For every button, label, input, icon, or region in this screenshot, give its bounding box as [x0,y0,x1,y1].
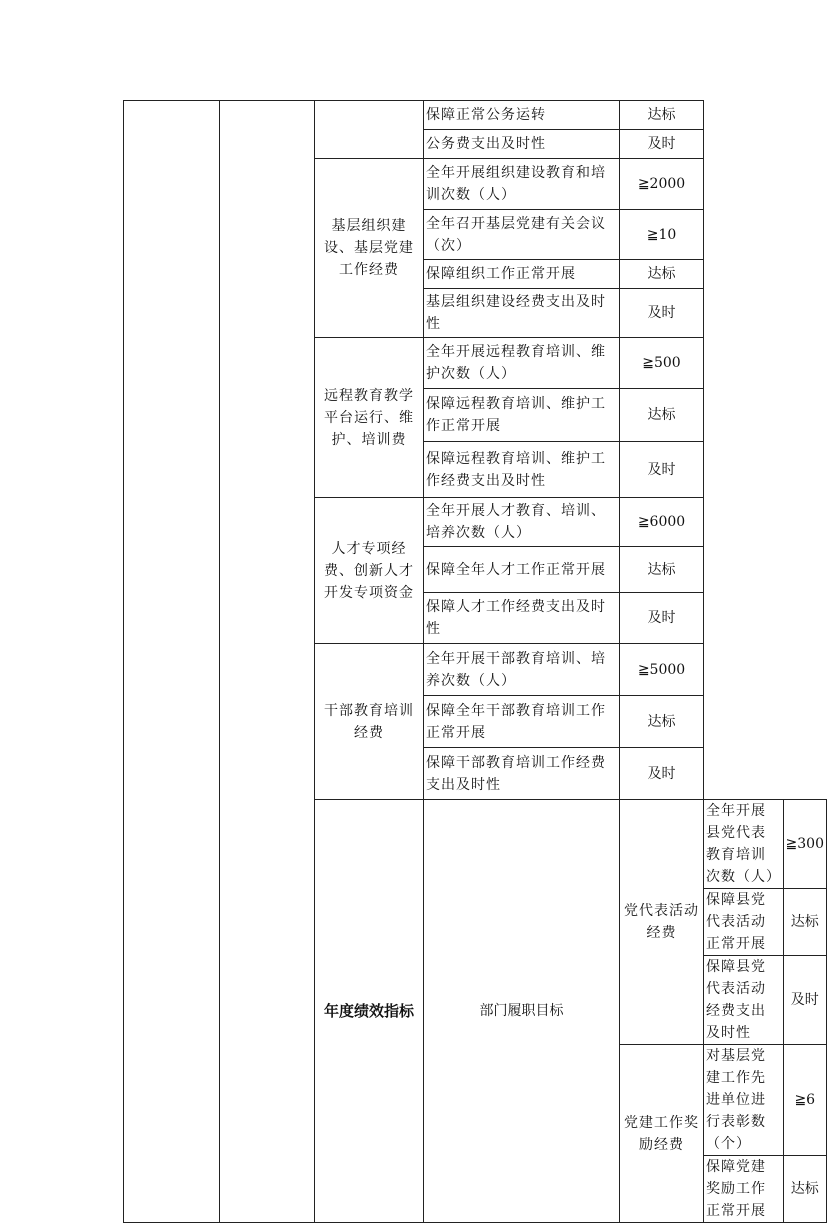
level1-indicator-cell: 年度绩效指标 [315,800,424,1223]
value-cell: 及时 [620,289,704,338]
level2-indicator-cell: 部门履职目标 [424,800,620,1223]
group-name-cell: 远程教育教学平台运行、维护、培训费 [315,338,424,498]
value-cell: ≧6 [783,1045,826,1156]
indicator-cell: 公务费支出及时性 [424,130,620,159]
value-cell: 达标 [783,1156,826,1223]
indicator-cell: 保障县党代表活动正常开展 [704,889,784,956]
value-cell: ≧2000 [620,159,704,210]
indicator-cell: 全年开展远程教育培训、维护次数（人） [424,338,620,389]
indicator-cell: 基层组织建设经费支出及时性 [424,289,620,338]
value-cell: 达标 [783,889,826,956]
group-name-cell: 人才专项经费、创新人才开发专项资金 [315,498,424,644]
group-name-cell: 党代表活动经费 [620,800,704,1045]
value-cell: ≧5000 [620,644,704,696]
value-cell: 达标 [620,101,704,130]
value-cell: 及时 [620,748,704,800]
indicator-cell: 保障全年人才工作正常开展 [424,547,620,593]
value-cell: ≧300 [783,800,826,889]
performance-indicator-table [123,100,827,1223]
value-cell: ≧500 [620,338,704,389]
indicator-cell: 全年开展县党代表教育培训次数（人） [704,800,784,889]
indicator-cell: 保障人才工作经费支出及时性 [424,593,620,644]
level2-cell-continued [220,101,315,1223]
value-cell: 达标 [620,260,704,289]
value-cell: 达标 [620,547,704,593]
indicator-cell: 全年开展干部教育培训、培养次数（人） [424,644,620,696]
indicator-cell: 保障全年干部教育培训工作正常开展 [424,696,620,748]
indicator-cell: 保障县党代表活动经费支出及时性 [704,956,784,1045]
value-cell: 及时 [620,130,704,159]
indicator-cell: 保障组织工作正常开展 [424,260,620,289]
group-name-cell: 基层组织建设、基层党建工作经费 [315,159,424,338]
value-cell: ≧10 [620,210,704,260]
indicator-cell: 保障远程教育培训、维护工作经费支出及时性 [424,442,620,498]
indicator-cell: 保障远程教育培训、维护工作正常开展 [424,389,620,442]
level1-cell-continued [124,101,220,1223]
value-cell: ≧6000 [620,498,704,547]
indicator-cell: 全年开展组织建设教育和培训次数（人） [424,159,620,210]
group-name-cell [315,101,424,159]
value-cell: 及时 [620,593,704,644]
indicator-cell: 全年开展人才教育、培训、培养次数（人） [424,498,620,547]
value-cell: 达标 [620,389,704,442]
indicator-cell: 对基层党建工作先进单位进行表彰数（个） [704,1045,784,1156]
value-cell: 达标 [620,696,704,748]
indicator-cell: 保障党建奖励工作正常开展 [704,1156,784,1223]
value-cell: 及时 [783,956,826,1045]
indicator-cell: 保障干部教育培训工作经费支出及时性 [424,748,620,800]
group-name-cell: 干部教育培训经费 [315,644,424,800]
indicator-cell: 保障正常公务运转 [424,101,620,130]
group-name-cell: 党建工作奖励经费 [620,1045,704,1223]
value-cell: 及时 [620,442,704,498]
indicator-cell: 全年召开基层党建有关会议（次） [424,210,620,260]
